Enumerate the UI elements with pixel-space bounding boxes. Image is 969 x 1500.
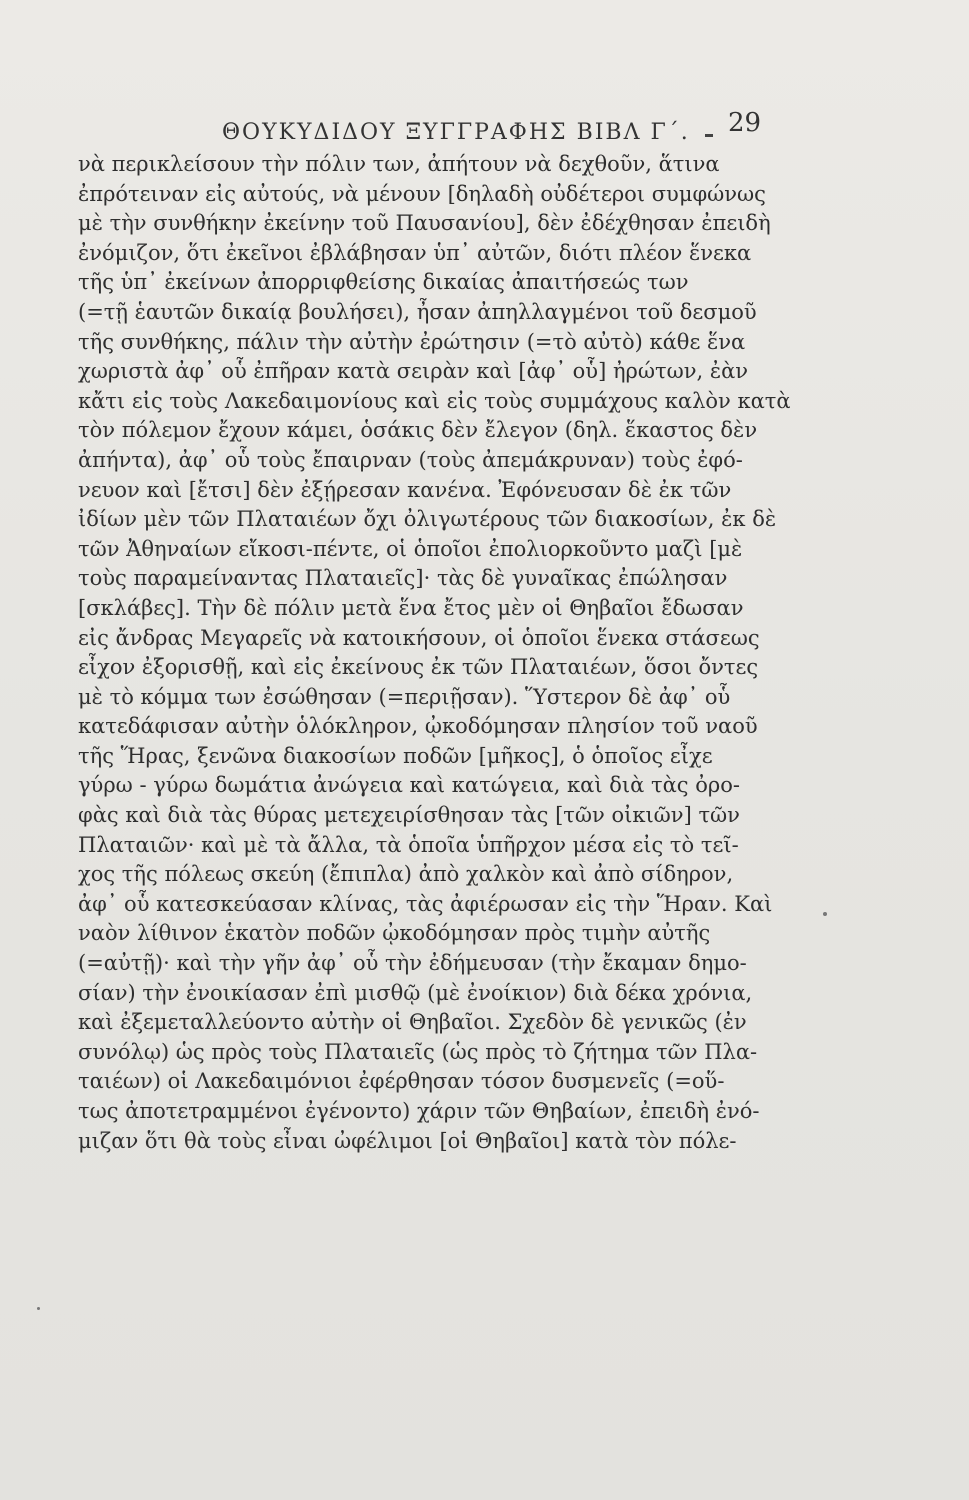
text-line: μὲ τὸ κόμμα των ἐσώθησαν (=περιῇσαν). Ὕστερον δὲ ἀφ᾽ οὗ bbox=[78, 684, 731, 709]
paper-speck bbox=[823, 912, 827, 916]
text-line: εἰς ἄνδρας Μεγαρεῖς νὰ κατοικήσουν, οἱ ὁποῖοι ἕνεκα στάσεως bbox=[78, 625, 760, 650]
text-line: (=αὐτῇ)· καὶ τὴν γῆν ἀφ᾽ οὗ τὴν ἐδήμευσαν (τὴν ἔκαμαν δημο- bbox=[78, 951, 747, 976]
text-line: Πλαταιῶν· καὶ μὲ τὰ ἄλλα, τὰ ὁποῖα ὑπῆρχον μέσα εἰς τὸ τεῖ- bbox=[78, 832, 739, 857]
text-line: φὰς καὶ διὰ τὰς θύρας μετεχειρίσθησαν τὰς [τῶν οἰκιῶν] τῶν bbox=[78, 803, 740, 828]
header-dash bbox=[705, 134, 713, 137]
text-line: τῆς συνθήκης, πάλιν τὴν αὐτὴν ἐρώτησιν (=τὸ αὐτὸ) κάθε ἕνα bbox=[78, 329, 746, 354]
running-head: ΘΟΥΚΥΔΙΔΟΥ ΞΥΓΓΡΑΦΗΣ ΒΙΒΛ Γ΄. bbox=[222, 120, 690, 145]
text-line: συνόλῳ) ὡς πρὸς τοὺς Πλαταιεῖς (ὡς πρὸς τὸ ζήτημα τῶν Πλα- bbox=[78, 1039, 758, 1064]
page-number: 29 bbox=[728, 108, 762, 138]
text-line: ταιέων) οἱ Λακεδαιμόνιοι ἐφέρθησαν τόσον δυσμενεῖς (=οὕ- bbox=[78, 1069, 725, 1094]
text-line: σίαν) τὴν ἐνοικίασαν ἐπὶ μισθῷ (μὲ ἐνοίκιον) διὰ δέκα χρόνια, bbox=[78, 980, 753, 1005]
text-line: [σκλάβες]. Τὴν δὲ πόλιν μετὰ ἕνα ἔτος μὲν οἱ Θηβαῖοι ἔδωσαν bbox=[78, 595, 744, 620]
text-line: ἐπρότειναν εἰς αὐτούς, νὰ μένουν [δηλαδὴ οὐδέτεροι συμφώνως bbox=[78, 181, 766, 206]
text-line: (=τῇ ἑαυτῶν δικαίᾳ βουλήσει), ἦσαν ἀπηλλαγμένοι τοῦ δεσμοῦ bbox=[78, 299, 757, 324]
text-line: νευον καὶ [ἔτσι] δὲν ἐξῄρεσαν κανένα. Ἐφόνευσαν δὲ ἐκ τῶν bbox=[78, 477, 732, 502]
paper-speck bbox=[37, 1307, 40, 1310]
text-line: τὸν πόλεμον ἔχουν κάμει, ὁσάκις δὲν ἔλεγον (δηλ. ἕκαστος δὲν bbox=[78, 418, 758, 443]
text-line: χωριστὰ ἀφ᾽ οὗ ἐπῆραν κατὰ σειρὰν καὶ [ἀφ᾽ οὗ] ἠρώτων, ἐὰν bbox=[78, 359, 749, 384]
text-line: χος τῆς πόλεως σκεύη (ἔπιπλα) ἀπὸ χαλκὸν καὶ ἀπὸ σίδηρον, bbox=[78, 862, 734, 887]
text-line: μὲ τὴν συνθήκην ἐκείνην τοῦ Παυσανίου], δὲν ἐδέχθησαν ἐπειδὴ bbox=[78, 211, 771, 236]
text-line: ναὸν λίθινον ἑκατὸν ποδῶν ᾠκοδόμησαν πρὸς τιμὴν αὐτῆς bbox=[78, 921, 711, 946]
text-line: τως ἀποτετραμμένοι ἐγένοντο) χάριν τῶν Θηβαίων, ἐπειδὴ ἐνό- bbox=[78, 1099, 760, 1123]
text-line: νὰ περικλείσουν τὴν πόλιν των, ἀπήτουν νὰ δεχθοῦν, ἅτινα bbox=[78, 152, 720, 176]
text-line: ἀπήντα), ἀφ᾽ οὗ τοὺς ἔπαιρναν (τοὺς ἀπεμάκρυναν) τοὺς ἐφό- bbox=[78, 447, 743, 472]
text-line: εἶχον ἐξορισθῇ, καὶ εἰς ἐκείνους ἐκ τῶν Πλαταιέων, ὅσοι ὄντες bbox=[78, 655, 759, 680]
text-line: γύρω - γύρω δωμάτια ἀνώγεια καὶ κατώγεια, καὶ διὰ τὰς ὀρο- bbox=[78, 773, 740, 798]
text-line: τῆς ὑπ᾽ ἐκείνων ἀπορριφθείσης δικαίας ἀπαιτήσεώς των bbox=[78, 270, 689, 295]
text-line: κατεδάφισαν αὐτὴν ὁλόκληρον, ᾠκοδόμησαν πλησίον τοῦ ναοῦ bbox=[78, 714, 758, 739]
body-text bbox=[78, 150, 798, 1156]
text-line: ἐνόμιζον, ὅτι ἐκεῖνοι ἐβλάβησαν ὑπ᾽ αὐτῶν, διότι πλέον ἕνεκα bbox=[78, 240, 752, 265]
text-line: κἄτι εἰς τοὺς Λακεδαιμονίους καὶ εἰς τοὺς συμμάχους καλὸν κατὰ bbox=[78, 388, 791, 413]
text-line: ἀφ᾽ οὗ κατεσκεύασαν κλίνας, τὰς ἀφιέρωσαν εἰς τὴν Ἥραν. Καὶ bbox=[78, 891, 773, 916]
text-line: καὶ ἐξεμεταλλεύοντο αὐτὴν οἱ Θηβαῖοι. Σχεδὸν δὲ γενικῶς (ἐν bbox=[78, 1010, 747, 1035]
text-line: τῶν Ἀθηναίων εἴκοσι-πέντε, οἱ ὁποῖοι ἐπολιορκοῦντο μαζὶ [μὲ bbox=[78, 536, 743, 561]
text-line: τοὺς παραμείναντας Πλαταιεῖς]· τὰς δὲ γυναῖκας ἐπώλησαν bbox=[78, 566, 728, 591]
text-line: ἰδίων μὲν τῶν Πλαταιέων ὄχι ὀλιγωτέρους τῶν διακοσίων, ἐκ δὲ bbox=[78, 507, 777, 532]
page-header bbox=[0, 108, 969, 148]
text-line: τῆς Ἥρας, ξενῶνα διακοσίων ποδῶν [μῆκος], ὁ ὁποῖος εἶχε bbox=[78, 743, 713, 768]
text-line: μιζαν ὅτι θὰ τοὺς εἶναι ὠφέλιμοι [οἱ Θηβαῖοι] κατὰ τὸν πόλε- bbox=[78, 1128, 737, 1153]
